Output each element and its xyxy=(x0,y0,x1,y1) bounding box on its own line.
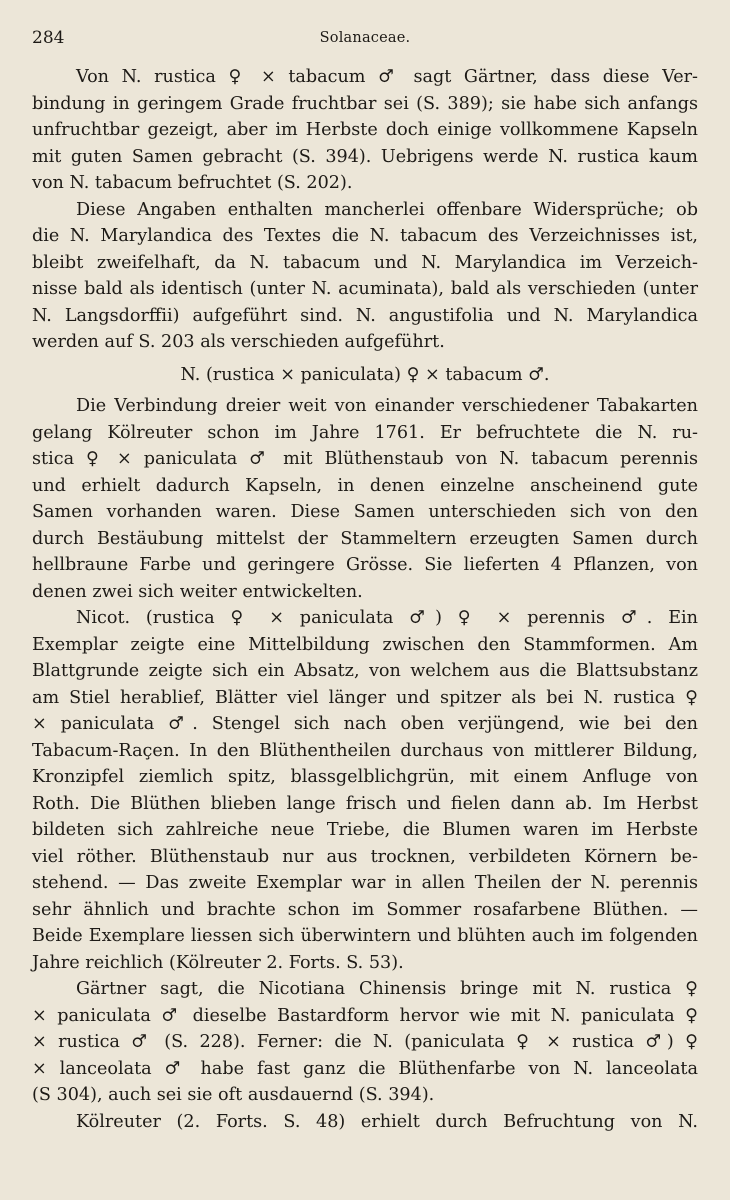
text-line: hellbraune Farbe und geringere Grösse. Sie lieferten 4 Pflanzen, von xyxy=(32,555,698,575)
text-line: bleibt zweifelhaft, da N. tabacum und N. Marylandica im Verzeich- xyxy=(32,252,698,273)
text-line: × rustica ♂ (S. 228). Ferner: die N. (paniculata ♀ × rustica ♂) ♀ xyxy=(32,1032,698,1052)
text-line: × paniculata ♂. Stengel sich nach oben verjüngend, wie bei den xyxy=(32,714,698,734)
text-line: bindung in geringem Grade fruchtbar sei (S. 389); sie habe sich anfangs xyxy=(32,93,698,114)
text-line: bildeten sich zahlreiche neue Triebe, die Blumen waren im Herbste xyxy=(32,820,698,840)
body-text xyxy=(32,64,698,1135)
text-line: Gärtner sagt, die Nicotiana Chinensis bringe mit N. rustica ♀ xyxy=(76,979,698,999)
text-line: stehend. — Das zweite Exemplar war in allen Theilen der N. perennis xyxy=(32,873,698,893)
text-line: Tabacum-Raçen. In den Blüthentheilen durchaus von mittlerer Bildung, xyxy=(32,740,698,761)
text-line: denen zwei sich weiter entwickelten. xyxy=(32,581,363,602)
text-line: × lanceolata ♂ habe fast ganz die Blüthenfarbe von N. lanceolata xyxy=(32,1058,698,1079)
text-line: Nicot. (rustica ♀ × paniculata ♂) ♀ × perennis ♂. Ein xyxy=(76,608,698,628)
section-heading: N. (rustica × paniculata) ♀ × tabacum ♂. xyxy=(180,364,550,385)
text-line: × paniculata ♂ dieselbe Bastardform hervor wie mit N. paniculata ♀ xyxy=(32,1005,698,1026)
text-line: stica ♀ × paniculata ♂ mit Blüthenstaub von N. tabacum perennis xyxy=(32,449,698,469)
text-line: Beide Exemplare liessen sich überwintern und blühten auch im folgenden xyxy=(32,926,698,946)
text-line: mit guten Samen gebracht (S. 394). Uebrigens werde N. rustica kaum xyxy=(32,146,698,167)
text-line: Samen vorhanden waren. Diese Samen unterschieden sich von den xyxy=(32,502,698,522)
text-line: Diese Angaben enthalten mancherlei offenbare Widersprüche; ob xyxy=(76,199,698,220)
page-header xyxy=(32,28,698,52)
text-line: werden auf S. 203 als verschieden aufgeführt. xyxy=(32,332,445,352)
text-line: Die Verbindung dreier weit von einander verschiedener Tabakarten xyxy=(76,396,698,416)
text-line: Kölreuter (2. Forts. S. 48) erhielt durch Befruchtung von N. xyxy=(76,1111,698,1132)
text-line: (S 304), auch sei sie oft ausdauernd (S. 394). xyxy=(32,1085,435,1105)
text-line: von N. tabacum befruchtet (S. 202). xyxy=(32,173,353,193)
page-number: 284 xyxy=(32,28,65,48)
text-line: die N. Marylandica des Textes die N. tabacum des Verzeichnisses ist, xyxy=(32,226,698,246)
text-line: Von N. rustica ♀ × tabacum ♂ sagt Gärtner, dass diese Ver- xyxy=(76,67,698,87)
text-line: Exemplar zeigte eine Mittelbildung zwischen den Stammformen. Am xyxy=(32,634,698,655)
text-line: viel röther. Blüthenstaub nur aus trocknen, verbildeten Körnern be- xyxy=(32,846,698,867)
text-line: am Stiel herablief, Blätter viel länger und spitzer als bei N. rustica ♀ xyxy=(32,687,698,708)
text-line: durch Bestäubung mittelst der Stammeltern erzeugten Samen durch xyxy=(32,528,698,549)
text-line: sehr ähnlich und brachte schon im Sommer rosafarbene Blüthen. — xyxy=(32,899,698,920)
text-line: unfruchtbar gezeigt, aber im Herbste doch einige vollkommene Kapseln xyxy=(32,120,698,140)
text-line: Jahre reichlich (Kölreuter 2. Forts. S. 53). xyxy=(32,952,404,973)
text-line: und erhielt dadurch Kapseln, in denen einzelne anscheinend gute xyxy=(32,475,698,496)
text-line: nisse bald als identisch (unter N. acuminata), bald als verschieden (unter xyxy=(32,279,698,299)
text-line: Roth. Die Blüthen blieben lange frisch und fielen dann ab. Im Herbst xyxy=(32,793,698,814)
text-line: N. Langsdorffii) aufgeführt sind. N. angustifolia und N. Marylandica xyxy=(32,305,698,326)
running-title: Solanaceae. xyxy=(319,30,411,46)
text-line: Kronzipfel ziemlich spitz, blassgelblichgrün, mit einem Anfluge von xyxy=(32,767,698,787)
text-line: gelang Kölreuter schon im Jahre 1761. Er befruchtete die N. ru- xyxy=(32,422,698,443)
text-line: Blattgrunde zeigte sich ein Absatz, von welchem aus die Blattsubstanz xyxy=(32,661,698,681)
